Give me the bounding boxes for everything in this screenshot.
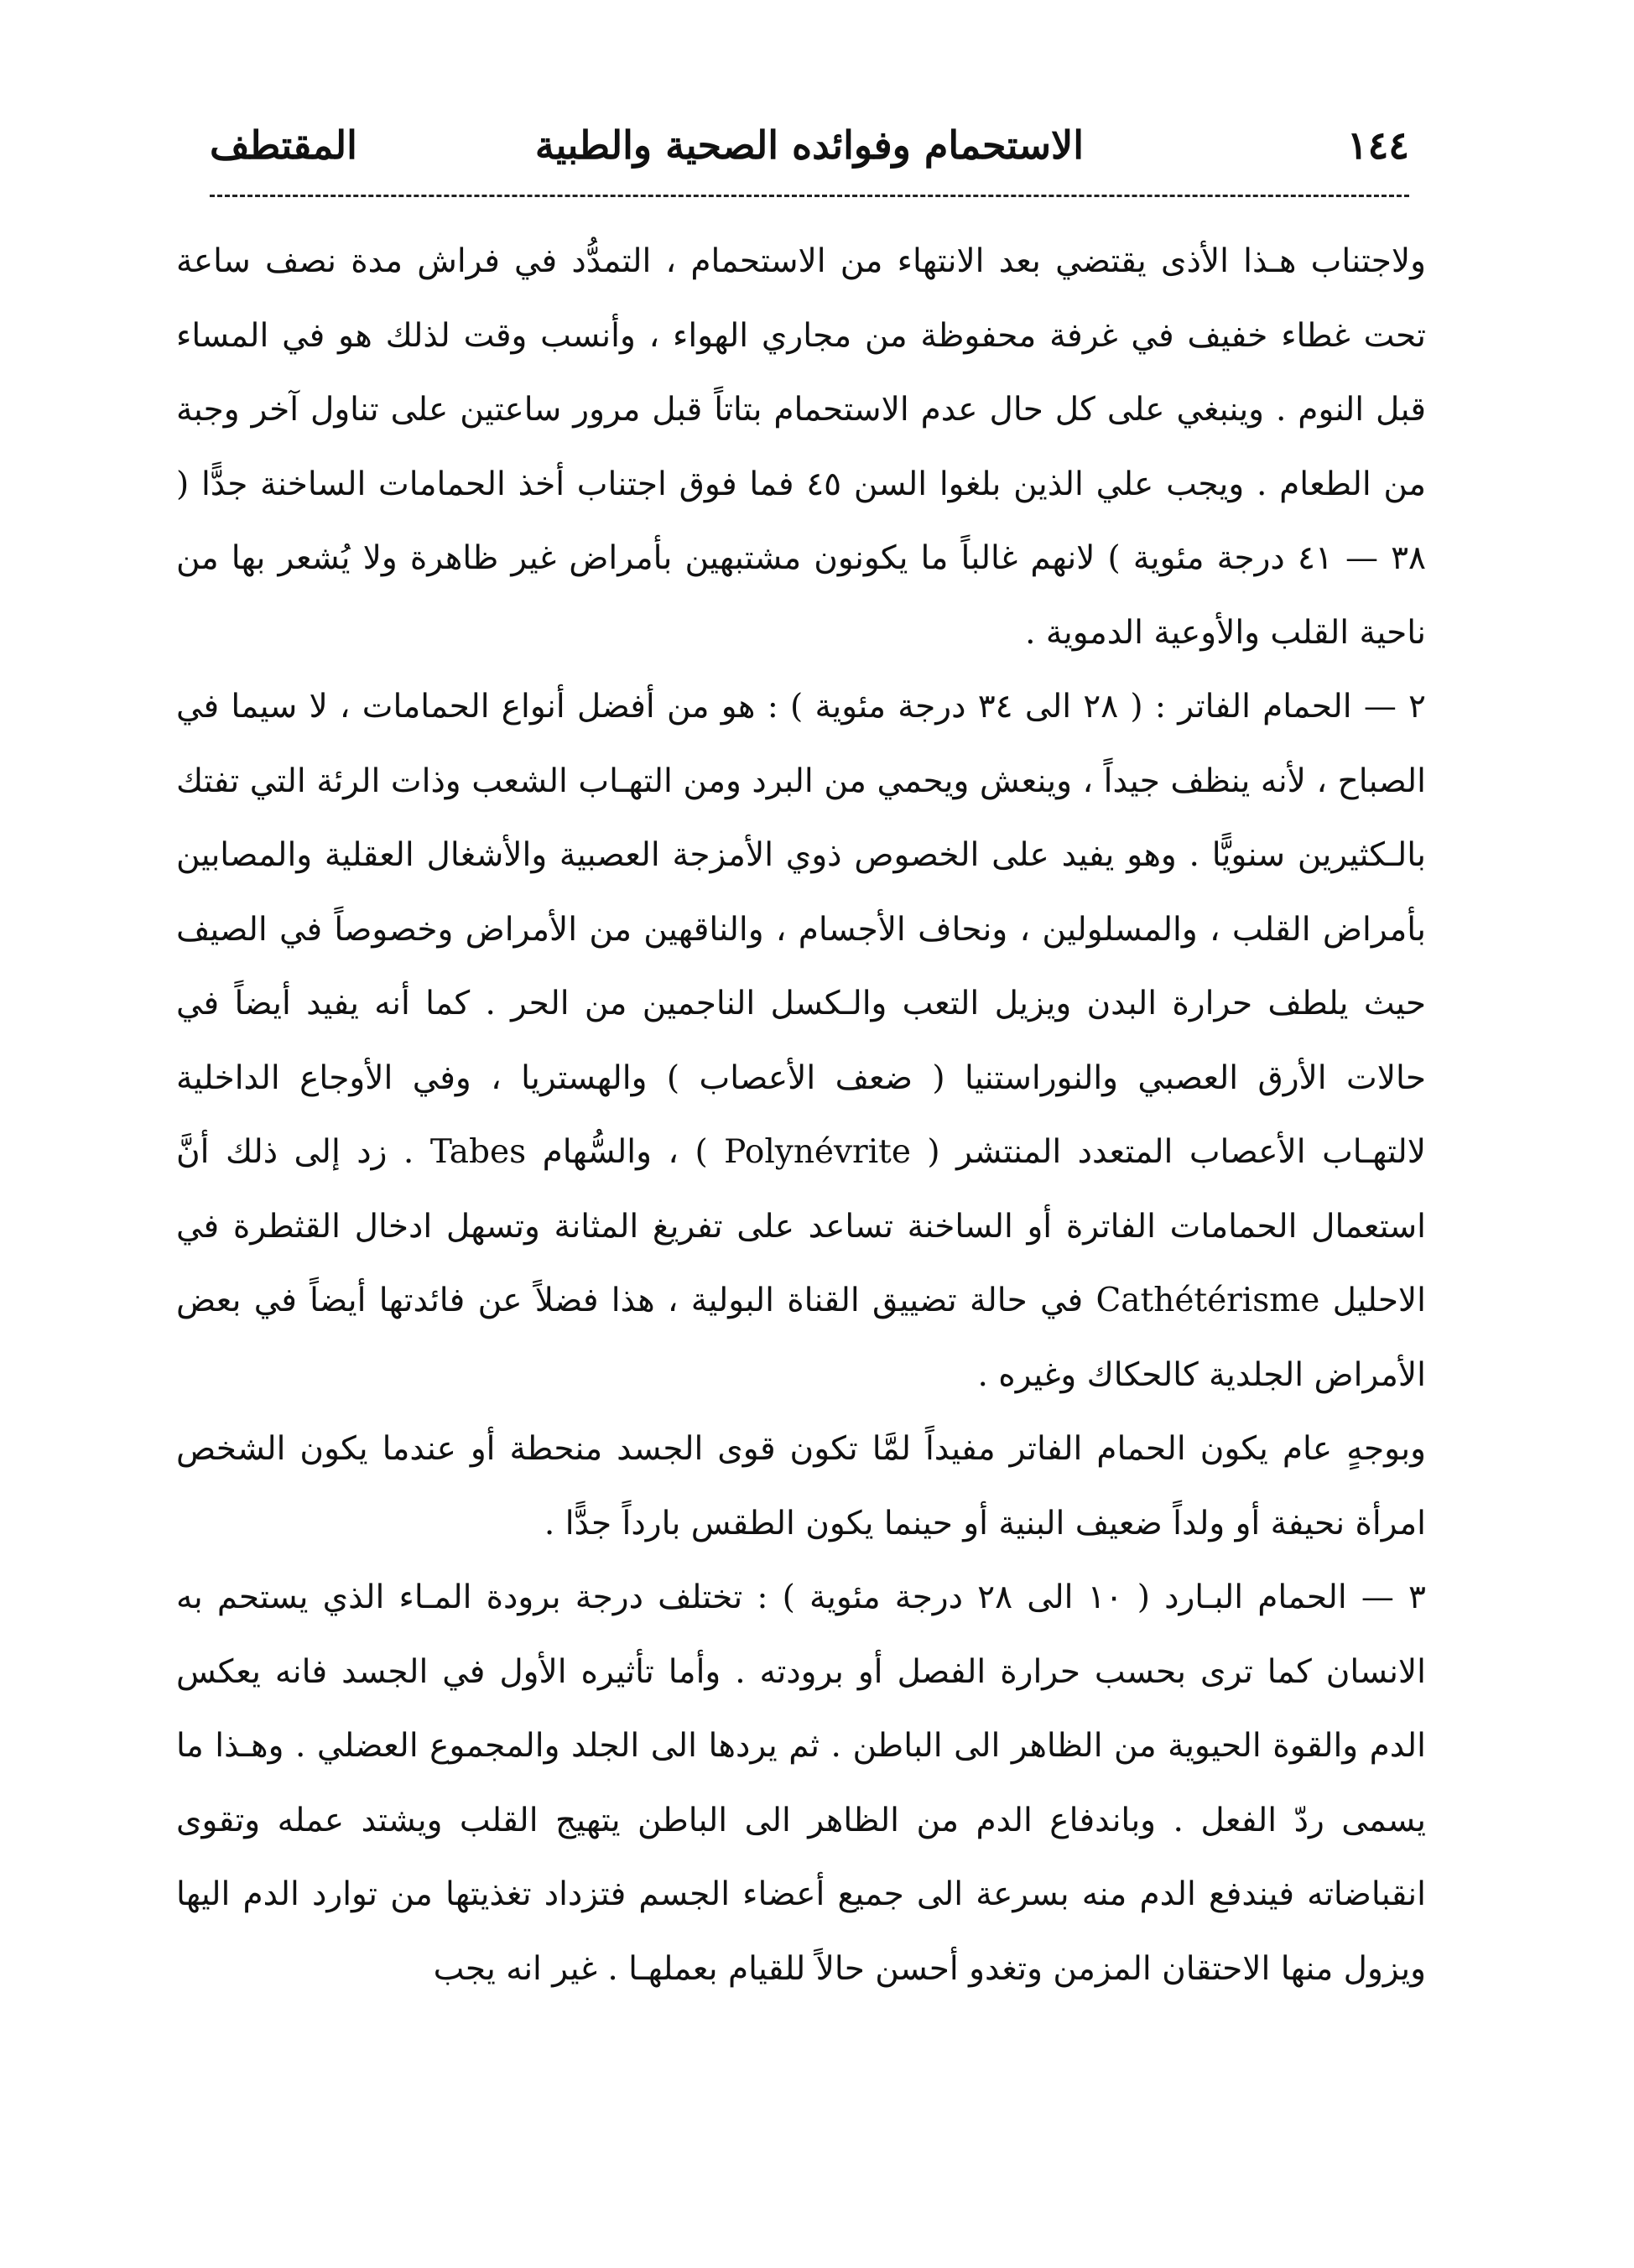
article-body xyxy=(176,225,1426,2006)
paragraph: ولاجتناب هـذا الأذى يقتضي بعد الانتهاء من الاستحمام ، التمدُّد في فراش مدة نصف ساعة تحت غطاء خفيف في غرفة محفوظة من مجاري الهواء ، وأنسب وقت لذلك هو في المساء قبل النوم . وينبغي على كل حال عدم الاستحمام بتاتاً قبل مرور ساعتين على تناول آخر وجبة من الطعام . ويجب علي الذين بلغوا السن ٤٥ فما فوق اجتناب أخذ الحمامات الساخنة جدًّا ( ٣٨ — ٤١ درجة مئوية ) لانهم غالباً ما يكونون مشتبهين بأمراض غير ظاهرة ولا يُشعر بها من ناحية القلب والأوعية الدموية . xyxy=(176,242,1426,652)
journal-name: المقتطف xyxy=(210,122,357,168)
paragraph: ٣ — الحمام البـارد ( ١٠ الى ٢٨ درجة مئوية ) : تختلف درجة برودة المـاء الذي يستحم به الانسان كما ترى بحسب حرارة الفصل أو برودته . وأما تأثيره الأول في الجسد فانه يعكس الدم والقوة الحيوية من الظاهر الى الباطن . ثم يردها الى الجلد والمجموع العضلي . وهـذا ما يسمى ردّ الفعل . وباندفاع الدم من الظاهر الى الباطن يتهيج القلب ويشتد عمله وتقوى انقباضاته فيندفع الدم منه بسرعة الى جميع أعضاء الجسم فتزداد تغذيتها من توارد الدم اليها ويزول منها الاحتقان المزمن وتغدو أحسن حالاً للقيام بعملهـا . غير انه يجب xyxy=(176,1579,1426,1988)
header-rule xyxy=(210,195,1409,197)
paragraph: ٢ — الحمام الفاتر : ( ٢٨ الى ٣٤ درجة مئوية ) : هو من أفضل أنواع الحمامات ، لا سيما في الصباح ، لأنه ينظف جيداً ، وينعش ويحمي من البرد ومن التهـاب الشعب وذات الرئة التي تفتك بالـكثيرين سنويًّا . وهو يفيد على الخصوص ذوي الأمزجة العصبية والأشغال العقلية والمصابين بأمراض القلب ، والمسلولين ، ونحاف الأجسام ، والناقهين من الأمراض وخصوصاً في الصيف حيث يلطف حرارة البدن ويزيل التعب والـكسل الناجمين من الحر . كما أنه يفيد أيضاً في حالات الأرق العصبي والنوراستنيا ( ضعف الأعصاب ) والهستريا ، وفي الأوجاع الداخلية لالتهـاب الأعصاب المتعدد المنتشر ( Polynévrite ) ، والسُّهام Tabes . زد إلى ذلك أنَّ استعمال الحمامات الفاترة أو الساخنة تساعد على تفريغ المثانة وتسهل ادخال القثطرة في الاحليل Cathétérisme في حالة تضييق القناة البولية ، هذا فضلاً عن فائدتها أيضاً في بعض الأمراض الجلدية كالحكاك وغيره . xyxy=(176,688,1427,1394)
page-number: ١٤٤ xyxy=(1346,122,1409,168)
running-title: الاستحمام وفوائده الصحية والطبية xyxy=(534,122,1085,168)
page-header xyxy=(210,116,1409,174)
paragraph: وبوجهٍ عام يكون الحمام الفاتر مفيداً لمَّا تكون قوى الجسد منحطة أو عندما يكون الشخص امرأة نحيفة أو ولداً ضعيف البنية أو حينما يكون الطقس بارداً جدًّا . xyxy=(176,1430,1426,1542)
